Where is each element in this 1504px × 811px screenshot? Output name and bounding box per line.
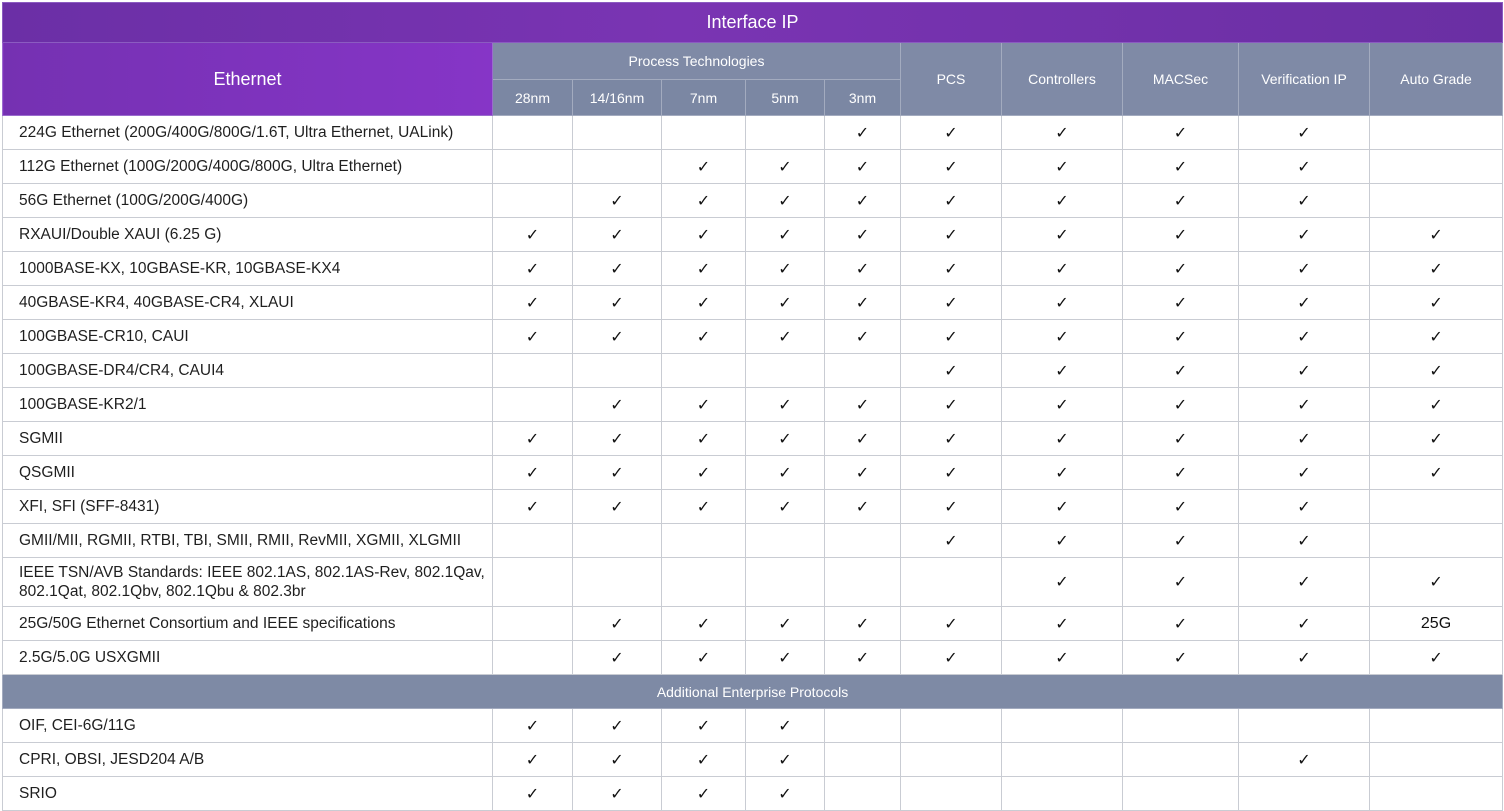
check-mark-icon: ✓ xyxy=(1370,456,1503,490)
check-mark-icon: ✓ xyxy=(493,709,573,743)
check-mark-icon: ✓ xyxy=(1239,252,1370,286)
empty-cell xyxy=(1370,524,1503,558)
check-mark-icon: ✓ xyxy=(1002,286,1123,320)
check-mark-icon: ✓ xyxy=(1002,252,1123,286)
check-mark-icon: ✓ xyxy=(746,709,825,743)
check-mark-icon: ✓ xyxy=(573,252,662,286)
table-row xyxy=(3,184,1503,218)
check-mark-icon: ✓ xyxy=(493,218,573,252)
empty-cell xyxy=(746,524,825,558)
check-mark-icon: ✓ xyxy=(573,709,662,743)
check-mark-icon: ✓ xyxy=(901,456,1002,490)
check-mark-icon: ✓ xyxy=(1123,150,1239,184)
table-row xyxy=(3,558,1503,607)
check-mark-icon: ✓ xyxy=(662,184,746,218)
empty-cell xyxy=(1370,116,1503,150)
ethernet-header: Ethernet xyxy=(3,43,493,116)
empty-cell xyxy=(493,116,573,150)
check-mark-icon: ✓ xyxy=(825,184,901,218)
check-mark-icon: ✓ xyxy=(1239,456,1370,490)
check-mark-icon: ✓ xyxy=(1239,743,1370,777)
check-mark-icon: ✓ xyxy=(1370,422,1503,456)
check-mark-icon: ✓ xyxy=(825,116,901,150)
controllers-header: Controllers xyxy=(1002,43,1123,116)
check-mark-icon: ✓ xyxy=(1123,116,1239,150)
empty-cell xyxy=(825,709,901,743)
check-mark-icon: ✓ xyxy=(662,422,746,456)
table-row xyxy=(3,607,1503,641)
empty-cell xyxy=(746,116,825,150)
table-row xyxy=(3,490,1503,524)
row-label: 112G Ethernet (100G/200G/400G/800G, Ultra Ethernet) xyxy=(3,150,493,184)
check-mark-icon: ✓ xyxy=(662,490,746,524)
check-mark-icon: ✓ xyxy=(825,456,901,490)
check-mark-icon: ✓ xyxy=(1002,456,1123,490)
check-mark-icon: ✓ xyxy=(662,743,746,777)
table-row xyxy=(3,456,1503,490)
check-mark-icon: ✓ xyxy=(662,320,746,354)
check-mark-icon: ✓ xyxy=(1239,286,1370,320)
check-mark-icon: ✓ xyxy=(1002,320,1123,354)
check-mark-icon: ✓ xyxy=(573,320,662,354)
check-mark-icon: ✓ xyxy=(493,422,573,456)
verification-ip-header: Verification IP xyxy=(1239,43,1370,116)
check-mark-icon: ✓ xyxy=(901,524,1002,558)
row-label: 56G Ethernet (100G/200G/400G) xyxy=(3,184,493,218)
row-label: 100GBASE-KR2/1 xyxy=(3,388,493,422)
check-mark-icon: ✓ xyxy=(573,743,662,777)
check-mark-icon: ✓ xyxy=(825,422,901,456)
auto-grade-header: Auto Grade xyxy=(1370,43,1503,116)
check-mark-icon: ✓ xyxy=(1239,422,1370,456)
empty-cell xyxy=(901,709,1002,743)
check-mark-icon: ✓ xyxy=(1239,558,1370,607)
check-mark-icon: ✓ xyxy=(573,218,662,252)
check-mark-icon: ✓ xyxy=(901,490,1002,524)
check-mark-icon: ✓ xyxy=(825,218,901,252)
node-header-7nm: 7nm xyxy=(662,80,746,116)
check-mark-icon: ✓ xyxy=(662,388,746,422)
check-mark-icon: ✓ xyxy=(1123,558,1239,607)
row-label: 25G/50G Ethernet Consortium and IEEE specifications xyxy=(3,607,493,641)
check-mark-icon: ✓ xyxy=(662,777,746,811)
check-mark-icon: ✓ xyxy=(573,607,662,641)
macsec-header: MACSec xyxy=(1123,43,1239,116)
check-mark-icon: ✓ xyxy=(1370,286,1503,320)
check-mark-icon: ✓ xyxy=(573,184,662,218)
empty-cell xyxy=(662,354,746,388)
empty-cell xyxy=(1002,743,1123,777)
empty-cell xyxy=(493,354,573,388)
row-label: GMII/MII, RGMII, RTBI, TBI, SMII, RMII, RevMII, XGMII, XLGMII xyxy=(3,524,493,558)
check-mark-icon: ✓ xyxy=(825,490,901,524)
node-header-3nm: 3nm xyxy=(825,80,901,116)
empty-cell xyxy=(1123,777,1239,811)
empty-cell xyxy=(901,558,1002,607)
check-mark-icon: ✓ xyxy=(1002,607,1123,641)
check-mark-icon: ✓ xyxy=(1123,456,1239,490)
check-mark-icon: ✓ xyxy=(1370,354,1503,388)
check-mark-icon: ✓ xyxy=(1239,641,1370,675)
check-mark-icon: ✓ xyxy=(901,641,1002,675)
check-mark-icon: ✓ xyxy=(662,218,746,252)
check-mark-icon: ✓ xyxy=(825,286,901,320)
empty-cell xyxy=(493,607,573,641)
check-mark-icon: ✓ xyxy=(746,607,825,641)
cell-value: 25G xyxy=(1370,607,1503,641)
row-label: 100GBASE-CR10, CAUI xyxy=(3,320,493,354)
check-mark-icon: ✓ xyxy=(1239,354,1370,388)
check-mark-icon: ✓ xyxy=(1002,184,1123,218)
check-mark-icon: ✓ xyxy=(746,388,825,422)
row-label: 1000BASE-KX, 10GBASE-KR, 10GBASE-KX4 xyxy=(3,252,493,286)
check-mark-icon: ✓ xyxy=(1239,320,1370,354)
table-row xyxy=(3,150,1503,184)
check-mark-icon: ✓ xyxy=(1002,116,1123,150)
check-mark-icon: ✓ xyxy=(746,252,825,286)
row-label: 100GBASE-DR4/CR4, CAUI4 xyxy=(3,354,493,388)
check-mark-icon: ✓ xyxy=(901,184,1002,218)
check-mark-icon: ✓ xyxy=(1370,320,1503,354)
empty-cell xyxy=(1370,184,1503,218)
check-mark-icon: ✓ xyxy=(1370,641,1503,675)
check-mark-icon: ✓ xyxy=(1370,218,1503,252)
check-mark-icon: ✓ xyxy=(1239,116,1370,150)
check-mark-icon: ✓ xyxy=(901,116,1002,150)
table-row xyxy=(3,709,1503,743)
check-mark-icon: ✓ xyxy=(746,641,825,675)
table-row xyxy=(3,354,1503,388)
node-header-5nm: 5nm xyxy=(746,80,825,116)
check-mark-icon: ✓ xyxy=(746,490,825,524)
row-label: 40GBASE-KR4, 40GBASE-CR4, XLAUI xyxy=(3,286,493,320)
check-mark-icon: ✓ xyxy=(1002,524,1123,558)
empty-cell xyxy=(662,558,746,607)
table-row xyxy=(3,743,1503,777)
empty-cell xyxy=(825,743,901,777)
check-mark-icon: ✓ xyxy=(1123,388,1239,422)
enterprise-section xyxy=(3,675,1503,709)
empty-cell xyxy=(1370,150,1503,184)
check-mark-icon: ✓ xyxy=(1123,641,1239,675)
process-technologies-header: Process Technologies xyxy=(493,43,901,80)
check-mark-icon: ✓ xyxy=(746,422,825,456)
check-mark-icon: ✓ xyxy=(1002,354,1123,388)
empty-cell xyxy=(746,354,825,388)
check-mark-icon: ✓ xyxy=(1239,150,1370,184)
check-mark-icon: ✓ xyxy=(1123,320,1239,354)
table-row xyxy=(3,116,1503,150)
empty-cell xyxy=(1370,743,1503,777)
check-mark-icon: ✓ xyxy=(1123,490,1239,524)
check-mark-icon: ✓ xyxy=(662,286,746,320)
check-mark-icon: ✓ xyxy=(1002,558,1123,607)
check-mark-icon: ✓ xyxy=(1123,286,1239,320)
check-mark-icon: ✓ xyxy=(1370,558,1503,607)
check-mark-icon: ✓ xyxy=(746,777,825,811)
check-mark-icon: ✓ xyxy=(573,777,662,811)
empty-cell xyxy=(573,558,662,607)
section-header-enterprise: Additional Enterprise Protocols xyxy=(3,675,1503,709)
empty-cell xyxy=(493,641,573,675)
check-mark-icon: ✓ xyxy=(573,286,662,320)
ethernet-rows xyxy=(3,116,1503,675)
empty-cell xyxy=(746,558,825,607)
empty-cell xyxy=(825,558,901,607)
check-mark-icon: ✓ xyxy=(825,641,901,675)
empty-cell xyxy=(1370,490,1503,524)
check-mark-icon: ✓ xyxy=(1239,218,1370,252)
check-mark-icon: ✓ xyxy=(493,252,573,286)
empty-cell xyxy=(493,388,573,422)
check-mark-icon: ✓ xyxy=(825,607,901,641)
empty-cell xyxy=(493,184,573,218)
check-mark-icon: ✓ xyxy=(662,709,746,743)
empty-cell xyxy=(1239,709,1370,743)
row-label: IEEE TSN/AVB Standards: IEEE 802.1AS, 802.1AS-Rev, 802.1Qav, 802.1Qat, 802.1Qbv, 802.1Qbu & 802.3br xyxy=(3,558,493,607)
empty-cell xyxy=(1370,709,1503,743)
empty-cell xyxy=(573,524,662,558)
check-mark-icon: ✓ xyxy=(746,320,825,354)
empty-cell xyxy=(1370,777,1503,811)
check-mark-icon: ✓ xyxy=(1239,184,1370,218)
check-mark-icon: ✓ xyxy=(573,456,662,490)
empty-cell xyxy=(825,524,901,558)
empty-cell xyxy=(1123,709,1239,743)
table-row xyxy=(3,218,1503,252)
check-mark-icon: ✓ xyxy=(1239,607,1370,641)
row-label: OIF, CEI-6G/11G xyxy=(3,709,493,743)
table-row xyxy=(3,641,1503,675)
row-label: 2.5G/5.0G USXGMII xyxy=(3,641,493,675)
check-mark-icon: ✓ xyxy=(825,320,901,354)
empty-cell xyxy=(1002,777,1123,811)
empty-cell xyxy=(901,743,1002,777)
check-mark-icon: ✓ xyxy=(662,456,746,490)
interface-ip-table-container xyxy=(2,2,1502,811)
empty-cell xyxy=(825,777,901,811)
check-mark-icon: ✓ xyxy=(901,354,1002,388)
check-mark-icon: ✓ xyxy=(1002,218,1123,252)
check-mark-icon: ✓ xyxy=(1123,607,1239,641)
check-mark-icon: ✓ xyxy=(825,252,901,286)
empty-cell xyxy=(1123,743,1239,777)
check-mark-icon: ✓ xyxy=(493,320,573,354)
table-row xyxy=(3,777,1503,811)
row-label: XFI, SFI (SFF-8431) xyxy=(3,490,493,524)
empty-cell xyxy=(573,150,662,184)
check-mark-icon: ✓ xyxy=(1123,218,1239,252)
empty-cell xyxy=(1239,777,1370,811)
check-mark-icon: ✓ xyxy=(825,388,901,422)
check-mark-icon: ✓ xyxy=(1123,422,1239,456)
empty-cell xyxy=(1002,709,1123,743)
check-mark-icon: ✓ xyxy=(662,150,746,184)
check-mark-icon: ✓ xyxy=(573,388,662,422)
row-label: RXAUI/Double XAUI (6.25 G) xyxy=(3,218,493,252)
check-mark-icon: ✓ xyxy=(1002,388,1123,422)
check-mark-icon: ✓ xyxy=(1239,490,1370,524)
check-mark-icon: ✓ xyxy=(901,252,1002,286)
empty-cell xyxy=(825,354,901,388)
check-mark-icon: ✓ xyxy=(493,743,573,777)
empty-cell xyxy=(493,558,573,607)
check-mark-icon: ✓ xyxy=(1239,388,1370,422)
row-label: SRIO xyxy=(3,777,493,811)
empty-cell xyxy=(573,354,662,388)
check-mark-icon: ✓ xyxy=(746,218,825,252)
check-mark-icon: ✓ xyxy=(573,641,662,675)
check-mark-icon: ✓ xyxy=(1002,150,1123,184)
check-mark-icon: ✓ xyxy=(901,388,1002,422)
node-header-28nm: 28nm xyxy=(493,80,573,116)
check-mark-icon: ✓ xyxy=(493,490,573,524)
check-mark-icon: ✓ xyxy=(662,252,746,286)
check-mark-icon: ✓ xyxy=(746,150,825,184)
empty-cell xyxy=(901,777,1002,811)
empty-cell xyxy=(493,524,573,558)
check-mark-icon: ✓ xyxy=(1370,252,1503,286)
check-mark-icon: ✓ xyxy=(825,150,901,184)
table-row xyxy=(3,524,1503,558)
check-mark-icon: ✓ xyxy=(1002,641,1123,675)
table-row xyxy=(3,388,1503,422)
check-mark-icon: ✓ xyxy=(901,422,1002,456)
empty-cell xyxy=(493,150,573,184)
pcs-header: PCS xyxy=(901,43,1002,116)
row-label: 224G Ethernet (200G/400G/800G/1.6T, Ultra Ethernet, UALink) xyxy=(3,116,493,150)
empty-cell xyxy=(573,116,662,150)
check-mark-icon: ✓ xyxy=(1002,422,1123,456)
check-mark-icon: ✓ xyxy=(493,456,573,490)
check-mark-icon: ✓ xyxy=(901,286,1002,320)
row-label: SGMII xyxy=(3,422,493,456)
check-mark-icon: ✓ xyxy=(1239,524,1370,558)
check-mark-icon: ✓ xyxy=(746,743,825,777)
row-label: CPRI, OBSI, JESD204 A/B xyxy=(3,743,493,777)
check-mark-icon: ✓ xyxy=(746,456,825,490)
table-row xyxy=(3,320,1503,354)
check-mark-icon: ✓ xyxy=(746,184,825,218)
check-mark-icon: ✓ xyxy=(1123,252,1239,286)
check-mark-icon: ✓ xyxy=(493,286,573,320)
check-mark-icon: ✓ xyxy=(746,286,825,320)
check-mark-icon: ✓ xyxy=(1123,524,1239,558)
table-row xyxy=(3,286,1503,320)
check-mark-icon: ✓ xyxy=(1123,354,1239,388)
check-mark-icon: ✓ xyxy=(901,218,1002,252)
check-mark-icon: ✓ xyxy=(1370,388,1503,422)
check-mark-icon: ✓ xyxy=(493,777,573,811)
empty-cell xyxy=(662,116,746,150)
table-title: Interface IP xyxy=(3,3,1503,43)
check-mark-icon: ✓ xyxy=(573,422,662,456)
table-row xyxy=(3,252,1503,286)
check-mark-icon: ✓ xyxy=(573,490,662,524)
check-mark-icon: ✓ xyxy=(1123,184,1239,218)
enterprise-rows xyxy=(3,709,1503,811)
empty-cell xyxy=(662,524,746,558)
check-mark-icon: ✓ xyxy=(901,607,1002,641)
check-mark-icon: ✓ xyxy=(901,320,1002,354)
check-mark-icon: ✓ xyxy=(662,607,746,641)
check-mark-icon: ✓ xyxy=(901,150,1002,184)
node-header-14-16nm: 14/16nm xyxy=(573,80,662,116)
interface-ip-table xyxy=(2,2,1503,811)
check-mark-icon: ✓ xyxy=(662,641,746,675)
table-row xyxy=(3,422,1503,456)
row-label: QSGMII xyxy=(3,456,493,490)
check-mark-icon: ✓ xyxy=(1002,490,1123,524)
